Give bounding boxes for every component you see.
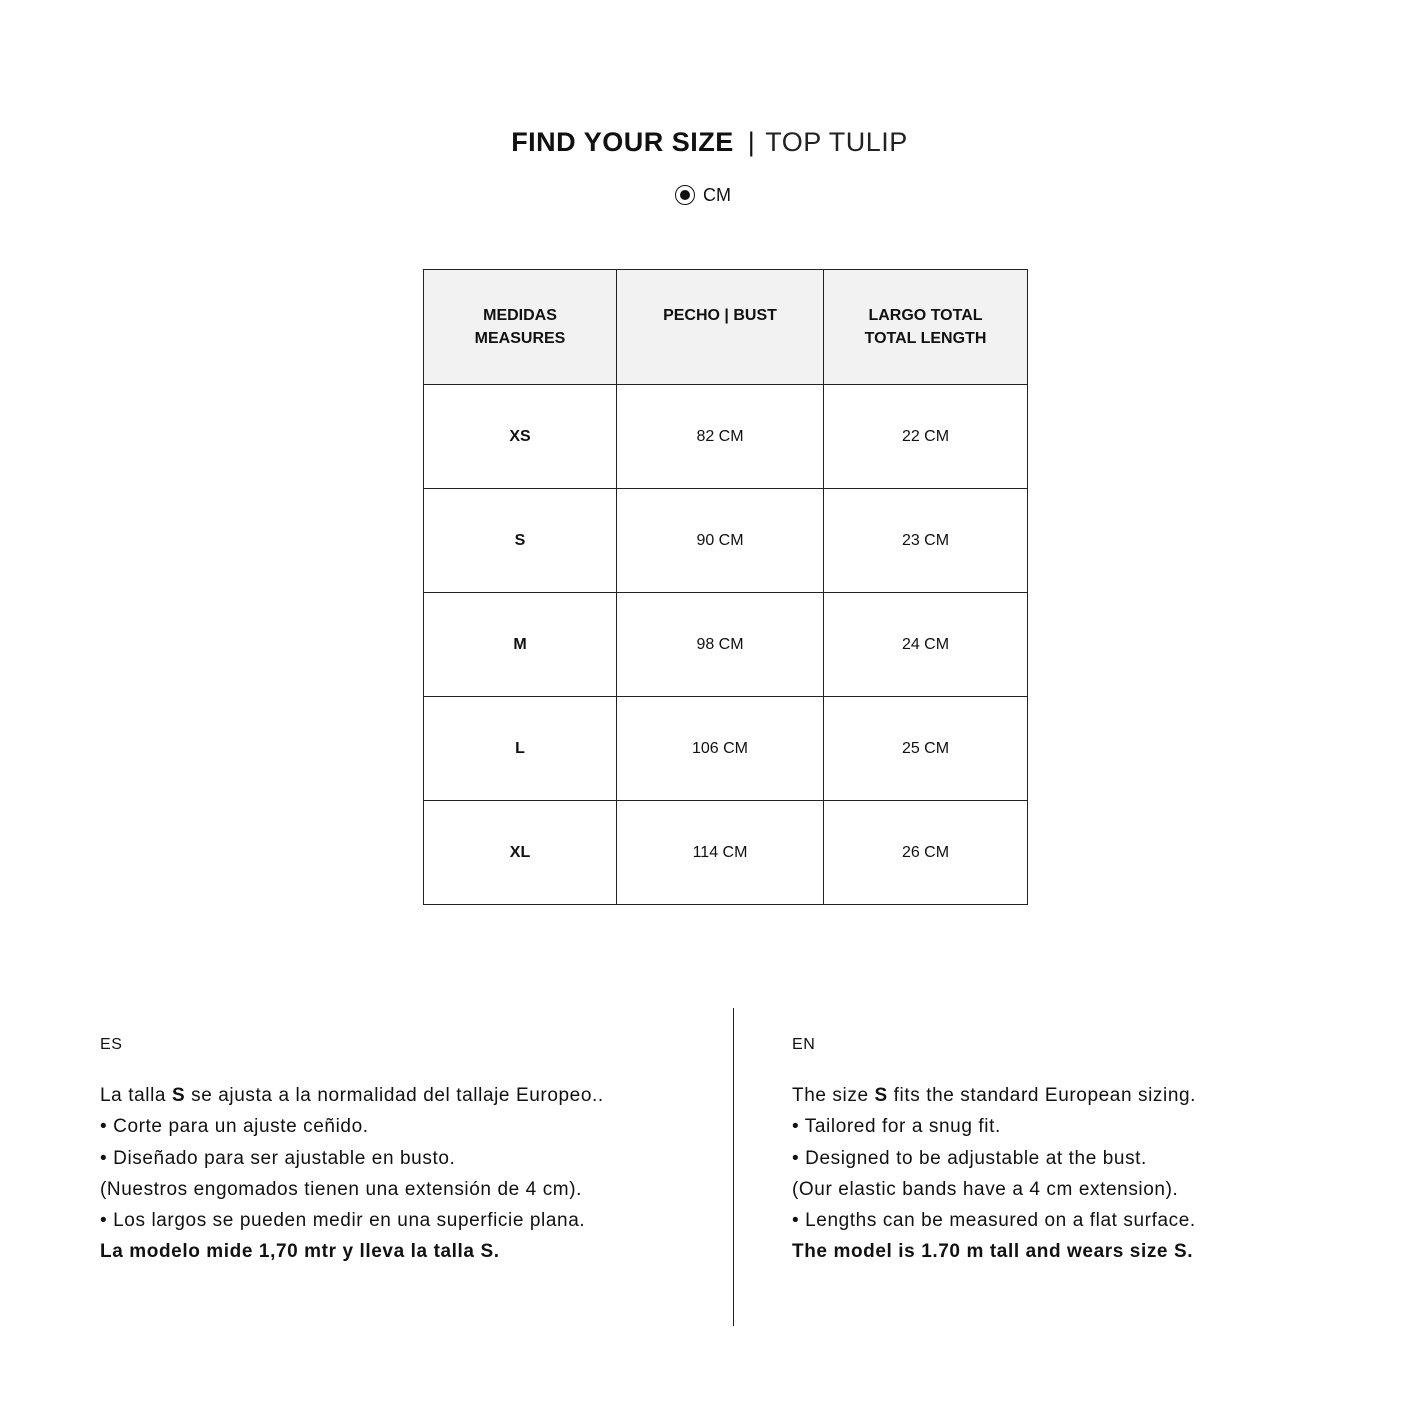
model-note-es: La modelo mide 1,70 mtr y lleva la talla S.: [100, 1241, 500, 1263]
length-cell: 26 CM: [824, 801, 1028, 905]
length-cell: 24 CM: [824, 593, 1028, 697]
bust-cell: 106 CM: [617, 697, 824, 801]
column-divider: [733, 1008, 734, 1326]
note-line-es: (Nuestros engomados tienen una extensión de 4 cm).: [100, 1178, 583, 1200]
size-cell: XS: [424, 385, 617, 489]
note-line-en: • Lengths can be measured on a flat surface.: [792, 1210, 1196, 1232]
size-cell: M: [424, 593, 617, 697]
header-bust-label: PECHO | BUST: [663, 306, 777, 324]
bust-cell: 90 CM: [617, 489, 824, 593]
unit-selector-cm[interactable]: [675, 182, 731, 208]
lang-label-es: ES: [100, 1036, 123, 1053]
length-cell: 25 CM: [824, 697, 1028, 801]
unit-label: CM: [703, 184, 731, 205]
intro-size: S: [874, 1085, 888, 1106]
note-line-es: • Los largos se pueden medir en una superficie plana.: [100, 1210, 586, 1232]
size-cell: S: [424, 489, 617, 593]
header-bust: [617, 270, 824, 385]
note-line-es: • Diseñado para ser ajustable en busto.: [100, 1147, 456, 1169]
table-row: [424, 489, 1028, 593]
header-length-en: TOTAL LENGTH: [864, 330, 987, 347]
header-measures: [424, 270, 617, 385]
bust-cell: 114 CM: [617, 801, 824, 905]
header-length-es: LARGO TOTAL: [868, 307, 983, 324]
note-intro-en: [792, 1080, 1412, 1111]
model-note-en: The model is 1.70 m tall and wears size S.: [792, 1241, 1194, 1263]
intro-text: se ajusta a la normalidad del tallaje Europeo..: [185, 1085, 604, 1106]
note-intro-es: [100, 1080, 720, 1111]
note-line-es: • Corte para un ajuste ceñido.: [100, 1116, 369, 1138]
table-row: [424, 385, 1028, 489]
notes-english: [792, 1034, 1412, 1268]
length-cell: 22 CM: [824, 385, 1028, 489]
lang-label-en: EN: [792, 1036, 816, 1053]
note-line-en: • Tailored for a snug fit.: [792, 1116, 1001, 1138]
header-length: [824, 270, 1028, 385]
table-row: [424, 697, 1028, 801]
size-table: [423, 269, 1028, 905]
header-measures-es: MEDIDAS: [483, 307, 557, 324]
note-line-en: (Our elastic bands have a 4 cm extension).: [792, 1178, 1179, 1200]
length-cell: 23 CM: [824, 489, 1028, 593]
notes-spanish: [100, 1034, 720, 1268]
radio-dot: [680, 190, 690, 200]
table-row: [424, 801, 1028, 905]
page-title: [0, 124, 1419, 160]
note-line-en: • Designed to be adjustable at the bust.: [792, 1147, 1147, 1169]
title-main: FIND YOUR SIZE: [511, 127, 734, 157]
table-header-row: [424, 270, 1028, 385]
size-cell: L: [424, 697, 617, 801]
header-measures-en: MEASURES: [474, 330, 566, 347]
intro-text: The size: [792, 1085, 875, 1106]
bust-cell: 98 CM: [617, 593, 824, 697]
radio-selected-icon[interactable]: [675, 185, 695, 205]
intro-text: fits the standard European sizing.: [887, 1085, 1197, 1106]
intro-size: S: [171, 1085, 186, 1106]
title-product: TOP TULIP: [765, 127, 908, 157]
intro-text: La talla: [100, 1085, 172, 1106]
size-cell: XL: [424, 801, 617, 905]
table-row: [424, 593, 1028, 697]
title-separator: |: [747, 127, 756, 157]
bust-cell: 82 CM: [617, 385, 824, 489]
